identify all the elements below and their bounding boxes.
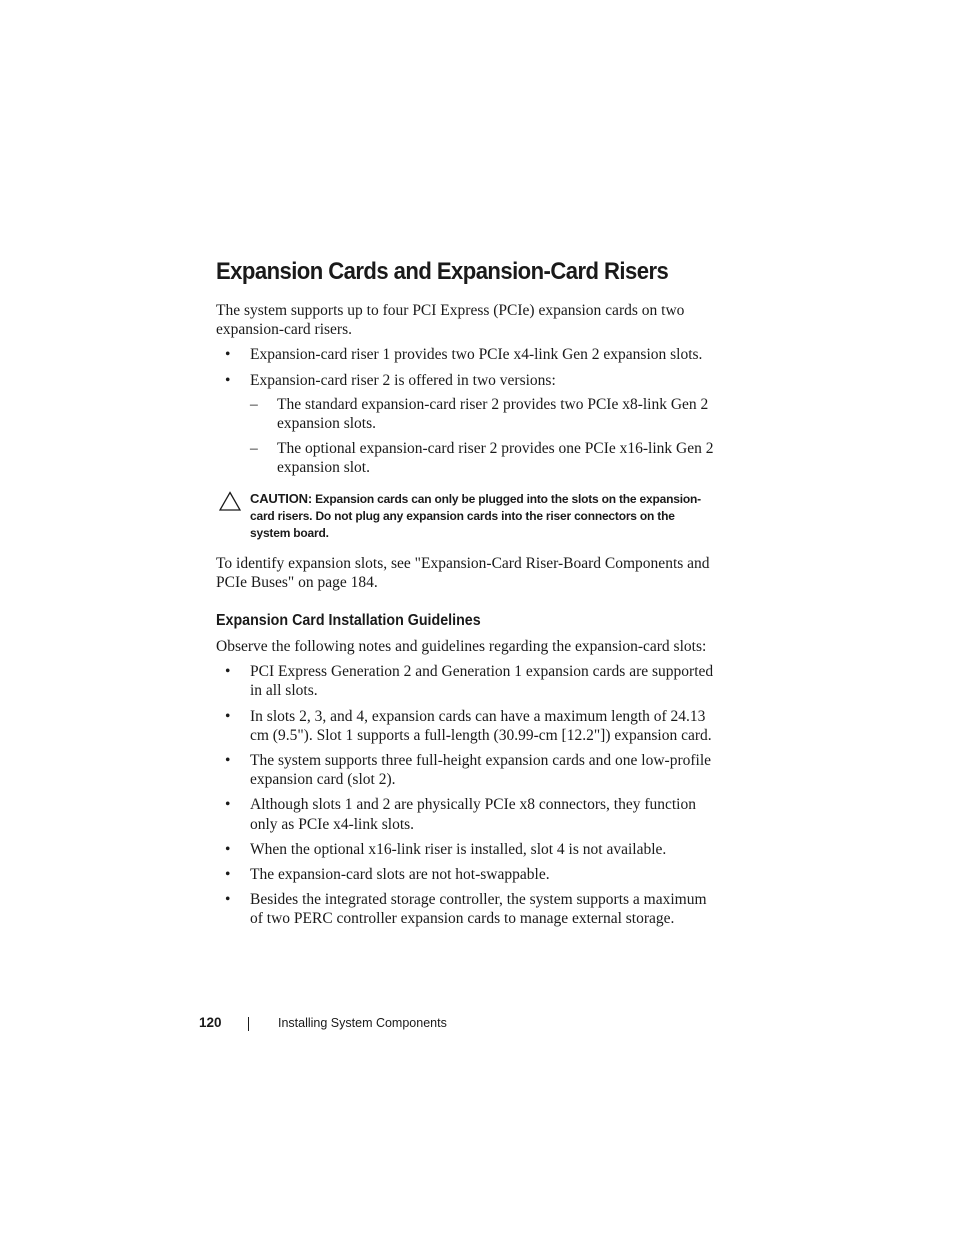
sub-list-item: [250, 439, 716, 477]
caution-triangle-icon: [219, 491, 241, 511]
list-item: [216, 865, 716, 884]
bullet-glyph: •: [225, 891, 231, 909]
sub-list-item-text: The optional expansion-card riser 2 provides one PCIe x16-link Gen 2 expansion slot.: [277, 440, 714, 477]
bullet-glyph: •: [225, 371, 231, 389]
list-item: [216, 662, 716, 700]
footer-section-title: Installing System Components: [278, 1016, 447, 1030]
section-heading: Expansion Card Installation Guidelines: [216, 612, 481, 630]
list-item-text: The expansion-card slots are not hot-swappable.: [250, 866, 550, 884]
caution-text: Expansion cards can only be plugged into the slots on the expansion-card risers. Do not plug any expansion cards into the riser connectors on the system board.: [250, 491, 701, 540]
dash-glyph: –: [250, 440, 258, 458]
list-item: [216, 840, 716, 859]
guidelines-list: [216, 662, 716, 928]
list-item-text: Expansion-card riser 2 is offered in two versions:: [250, 371, 556, 389]
list-item-text: PCI Express Generation 2 and Generation 1 expansion cards are supported in all slots.: [250, 663, 714, 700]
list-item: [216, 345, 716, 364]
page-title: Expansion Cards and Expansion-Card Risers: [216, 258, 669, 285]
list-item-text: The system supports three full-height expansion cards and one low-profile expansion card (slot 2).: [250, 752, 712, 789]
riser-list: [216, 345, 716, 477]
bullet-glyph: •: [225, 840, 231, 858]
page-footer: [0, 1015, 954, 1035]
document-page: [216, 255, 716, 929]
list-item-text: In slots 2, 3, and 4, expansion cards can have a maximum length of 24.13 cm (9.5"). Slot 1 supports a full-length (30.99-cm [12.2"]) expansion card.: [250, 707, 712, 744]
list-item: [216, 795, 716, 833]
list-item-text: Besides the integrated storage controller, the system supports a maximum of two PERC controller expansion cards to manage external storage.: [250, 891, 707, 928]
bullet-glyph: •: [225, 707, 231, 725]
footer-separator: [248, 1017, 249, 1031]
list-item-text: Expansion-card riser 1 provides two PCIe x4-link Gen 2 expansion slots.: [250, 346, 703, 364]
list-item: [216, 707, 716, 745]
bullet-glyph: •: [225, 866, 231, 884]
page-number: 120: [199, 1015, 222, 1030]
bullet-glyph: •: [225, 752, 231, 770]
bullet-glyph: •: [225, 796, 231, 814]
list-item: [216, 371, 716, 478]
identify-paragraph: To identify expansion slots, see "Expansion-Card Riser-Board Components and PCIe Buses" on page 184.: [216, 554, 710, 591]
sub-list-item: [250, 395, 716, 433]
list-item: [216, 751, 716, 789]
caution-note: [216, 490, 716, 542]
riser2-version-list: [250, 395, 716, 478]
intro-paragraph: The system supports up to four PCI Express (PCIe) expansion cards on two expansion-card risers.: [216, 302, 685, 339]
bullet-glyph: •: [225, 663, 231, 681]
caution-label: CAUTION:: [250, 490, 312, 506]
dash-glyph: –: [250, 395, 258, 413]
sub-list-item-text: The standard expansion-card riser 2 provides two PCIe x8-link Gen 2 expansion slots.: [277, 395, 709, 433]
bullet-glyph: •: [225, 346, 231, 364]
list-item: [216, 890, 716, 928]
guidelines-intro: Observe the following notes and guidelines regarding the expansion-card slots:: [216, 638, 707, 656]
list-item-text: Although slots 1 and 2 are physically PCIe x8 connectors, they function only as PCIe x4-link slots.: [250, 796, 696, 833]
list-item-text: When the optional x16-link riser is installed, slot 4 is not available.: [250, 840, 667, 858]
